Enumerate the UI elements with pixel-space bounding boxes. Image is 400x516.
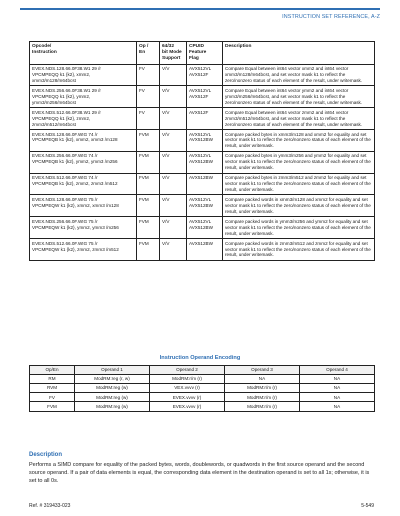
table-row	[30, 393, 375, 402]
description-cell: Compare packed bytes in xmm3/m128 and xmm2 for equality and set vector mask k1 to reflect the zero/nonzero status of each element of the result, under writemask.	[223, 130, 375, 152]
table-row	[30, 384, 375, 393]
column-header: Op / En	[137, 42, 160, 65]
description-text: Performs a SIMD compare for equality of the packed bytes, words, doublewords, or quadwords in the first source operand and the second source operand. If a pair of data elements is equal, the corresponding data element in the destination operand is set to all 1s; otherwise, it is set to all 0s.	[29, 462, 370, 484]
description-cell: Compare packed bytes in zmm3/m512 and zmm2 for equality and set vector mask k1 to reflect the zero/nonzero status of each element of the result, under writemask.	[223, 173, 375, 195]
mode-support-cell: V/V	[160, 130, 187, 152]
description-cell: Compare packed bytes in ymm3/m256 and ymm2 for equality and set vector mask k1 to reflect the zero/nonzero status of each element of the result, under writemask.	[223, 151, 375, 173]
table-row	[30, 217, 375, 239]
encoding-cell: ModRM:r/m (r)	[225, 393, 300, 402]
encoding-cell: NA	[300, 393, 375, 402]
cpuid-flag-cell: AVX512VL AVX512BW	[187, 217, 223, 239]
cpuid-flag-cell: AVX512VL AVX512BW	[187, 195, 223, 217]
column-header: 64/32 bit Mode Support	[160, 42, 187, 65]
encoding-cell: ModRM:r/m (r)	[150, 375, 225, 384]
description-cell: Compare packed words in xmm3/m128 and xmm2 for equality and set vector mask k1 to reflect the zero/nonzero status of each element of the result, under writemask.	[223, 195, 375, 217]
table-row	[30, 130, 375, 152]
table-row	[30, 375, 375, 384]
table-row	[30, 64, 375, 86]
op-en-cell: FVM	[137, 195, 160, 217]
table-row	[30, 239, 375, 261]
encoding-cell: FVM	[30, 402, 75, 411]
encoding-cell: ModRM:reg (w)	[75, 393, 150, 402]
column-header: Operand 4	[300, 366, 375, 375]
encoding-cell: NA	[300, 384, 375, 393]
table-row	[30, 86, 375, 108]
column-header: Operand 2	[150, 366, 225, 375]
cpuid-flag-cell: AVX512VL AVX512BW	[187, 151, 223, 173]
cpuid-flag-cell: AVX512BW	[187, 239, 223, 261]
opcode-cell: EVEX.NDS.128.66.0F.WIG 74 /r VPCMPEQB k1 {k2}, xmm2, xmm3 /m128	[30, 130, 137, 152]
cpuid-flag-cell: AVX512F	[187, 108, 223, 130]
encoding-cell: NA	[300, 402, 375, 411]
description-cell: Compare Equal between int64 vector xmm2 and int64 vector xmm3/m128/m64bcst, and set vector mask k1 to reflect the zero/nonzero status of each element of the result, under writemask.	[223, 64, 375, 86]
opcode-cell: EVEX.NDS.512.66.0F38.W1 29 /r VPCMPEQQ k1 {k2}, zmm2, zmm3/m512/m64bcst	[30, 108, 137, 130]
opcode-cell: EVEX.NDS.128.66.0F.WIG 75 /r VPCMPEQW k1 {k2}, xmm2, xmm3 /m128	[30, 195, 137, 217]
cpuid-flag-cell: AVX512VL AVX512F	[187, 64, 223, 86]
mode-support-cell: V/V	[160, 217, 187, 239]
op-en-cell: FV	[137, 108, 160, 130]
table-row	[30, 195, 375, 217]
encoding-cell: RVM	[30, 384, 75, 393]
encoding-cell: ModRM:r/m (r)	[225, 384, 300, 393]
opcode-cell: EVEX.NDS.512.66.0F.WIG 74 /r VPCMPEQB k1 {k2}, zmm2, zmm3 /m512	[30, 173, 137, 195]
mode-support-cell: V/V	[160, 195, 187, 217]
encoding-cell: VEX.vvvv (r)	[150, 384, 225, 393]
column-header: Description	[223, 42, 375, 65]
mode-support-cell: V/V	[160, 151, 187, 173]
description-cell: Compare packed words in ymm3/m256 and ymm2 for equality and set vector mask k1 to reflect the zero/nonzero status of each element of the result, under writemask.	[223, 217, 375, 239]
mode-support-cell: V/V	[160, 86, 187, 108]
op-en-cell: FV	[137, 86, 160, 108]
encoding-cell: RM	[30, 375, 75, 384]
opcode-cell: EVEX.NDS.256.66.0F.WIG 74 /r VPCMPEQB k1 {k2}, ymm2, ymm3 /m256	[30, 151, 137, 173]
mode-support-cell: V/V	[160, 64, 187, 86]
encoding-cell: EVEX.vvvv (r)	[150, 402, 225, 411]
column-header: CPUID Feature Flag	[187, 42, 223, 65]
description-cell: Compare Equal between int64 vector ymm2 and int64 vector ymm3/m256/m64bcst, and set vector mask k1 to reflect the zero/nonzero status of each element of the result, under writemask.	[223, 86, 375, 108]
table-row	[30, 402, 375, 411]
encoding-table-header	[30, 366, 375, 375]
page-number: 5-549	[361, 503, 374, 509]
encoding-cell: NA	[300, 375, 375, 384]
mode-support-cell: V/V	[160, 173, 187, 195]
op-en-cell: FVM	[137, 151, 160, 173]
header-rule	[20, 8, 380, 10]
table-row	[30, 173, 375, 195]
encoding-cell: FV	[30, 393, 75, 402]
mode-support-cell: V/V	[160, 239, 187, 261]
running-header: INSTRUCTION SET REFERENCE, A-Z	[282, 14, 380, 20]
encoding-cell: NA	[225, 375, 300, 384]
encoding-cell: ModRM:r/m (r)	[225, 402, 300, 411]
opcode-table	[29, 41, 375, 261]
opcode-cell: EVEX.NDS.256.66.0F38.W1 29 /r VPCMPEQQ k1 {k2}, ymm2, ymm3/m256/m64bcst	[30, 86, 137, 108]
encoding-cell: EVEX.vvvv (r)	[150, 393, 225, 402]
table-row	[30, 151, 375, 173]
encoding-cell: ModRM:reg (r, w)	[75, 375, 150, 384]
op-en-cell: FVM	[137, 217, 160, 239]
op-en-cell: FVM	[137, 130, 160, 152]
opcode-cell: EVEX.NDS.512.66.0F.WIG 75 /r VPCMPEQW k1 {k2}, zmm2, zmm3 /m512	[30, 239, 137, 261]
cpuid-flag-cell: AVX512BW	[187, 173, 223, 195]
column-header: Op/En	[30, 366, 75, 375]
mode-support-cell: V/V	[160, 108, 187, 130]
opcode-cell: EVEX.NDS.128.66.0F38.W1 29 /r VPCMPEQQ k1 {k2}, xmm2, xmm3/m128/m64bcst	[30, 64, 137, 86]
op-en-cell: FVM	[137, 239, 160, 261]
encoding-cell: ModRM:reg (w)	[75, 384, 150, 393]
opcode-cell: EVEX.NDS.256.66.0F.WIG 75 /r VPCMPEQW k1 {k2}, ymm2, ymm3 /m256	[30, 217, 137, 239]
description-cell: Compare Equal between int64 vector zmm2 and int64 vector zmm3/m512/m64bcst, and set vector mask k1 to reflect the zero/nonzero status of each element of the result, under writemask.	[223, 108, 375, 130]
cpuid-flag-cell: AVX512VL AVX512F	[187, 86, 223, 108]
description-heading: Description	[29, 452, 63, 458]
column-header: Opcode/ Instruction	[30, 42, 137, 65]
operand-encoding-table	[29, 365, 375, 412]
column-header: Operand 3	[225, 366, 300, 375]
encoding-cell: ModRM:reg (w)	[75, 402, 150, 411]
cpuid-flag-cell: AVX512VL AVX512BW	[187, 130, 223, 152]
op-en-cell: FV	[137, 64, 160, 86]
description-cell: Compare packed words in zmm3/m512 and zmm2 for equality and set vector mask k1 to reflect the zero/nonzero status of each element of the result, under writemask.	[223, 239, 375, 261]
column-header: Operand 1	[75, 366, 150, 375]
table-row	[30, 108, 375, 130]
opcode-table-header	[30, 42, 375, 65]
document-reference: Ref. # 319433-023	[29, 503, 71, 509]
op-en-cell: FVM	[137, 173, 160, 195]
encoding-title: Instruction Operand Encoding	[159, 355, 241, 361]
